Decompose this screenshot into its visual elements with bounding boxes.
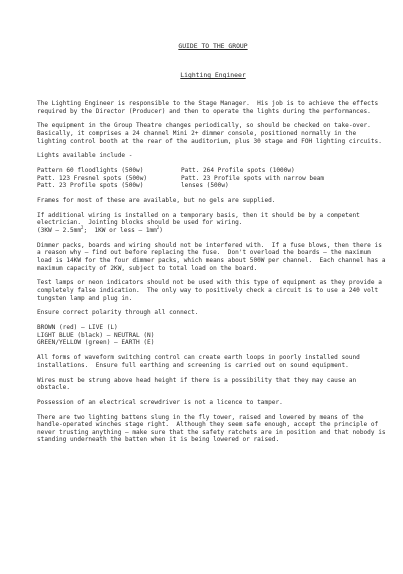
light-item: Patt. 23 Profile spots with narrow beam xyxy=(181,174,325,182)
paragraph-wires-head-height: Wires must be strung above head height if there is a possibility that they may cause an obstacle. xyxy=(37,376,360,392)
wiring-colour-item: BROWN (red) – LIVE (L) xyxy=(37,324,118,332)
light-item: Patt. 123 Fresnel spots (500w) xyxy=(37,174,148,182)
cable-spec-b: ; 1KW or less – 1mm xyxy=(83,227,157,235)
cable-spec-sup: 2 xyxy=(81,225,84,231)
paragraph-test-lamps: Test lamps or neon indicators should not be used with this type of equipment as they provide a completely false indication. The only way to positively check a circuit is to use a 240 volt tungsten lamp and plug in. xyxy=(37,279,386,302)
wiring-colour-item: GREEN/YELLOW (green) – EARTH (E) xyxy=(37,339,155,347)
document-body xyxy=(37,100,389,451)
lights-list xyxy=(37,167,389,190)
light-item: lenses (500w) xyxy=(181,182,229,190)
light-item: Patt. 264 Profile spots (1000w) xyxy=(181,167,295,175)
paragraph-responsibility: The Lighting Engineer is responsible to the Stage Manager. His job is to achieve the effects required by the Director (Producer) and then to operate the lights during the performances. xyxy=(37,100,382,115)
lights-list-left xyxy=(37,167,181,190)
document-subtitle: Lighting Engineer xyxy=(180,71,246,79)
paragraph-earth-loops: All forms of waveform switching control can create earth loops in poorly installed sound installations. Ensure full earthing and screening is carried out on sound equipment. xyxy=(37,354,364,369)
paragraph-screwdriver: Possession of an electrical screwdriver is not a licence to tamper. xyxy=(37,398,283,406)
lights-list-right xyxy=(181,167,389,190)
cable-spec xyxy=(37,227,163,234)
document-title: GUIDE TO THE GROUP xyxy=(178,42,248,50)
wiring-text: If additional wiring is installed on a temporary basis, then it should be by a competent electrician. Jointing blocks should be used for wiring. xyxy=(37,211,364,227)
cable-spec-sup2: 2 xyxy=(156,225,160,231)
paragraph-polarity: Ensure correct polarity through all connect. xyxy=(37,309,199,317)
light-item: Patt. 23 Profile spots (500w) xyxy=(37,182,144,190)
cable-spec-c: ) xyxy=(159,227,163,235)
paragraph-wiring xyxy=(37,212,389,235)
paragraph-frames: Frames for most of these are available, but no gels are supplied. xyxy=(37,197,276,205)
paragraph-equipment: The equipment in the Group Theatre changes periodically, so should be checked on take-over. Basically, it comprises a 24 channel Mini 2+ dimmer console, positioned normally in the lighting control booth at the rear of the auditorium, plus 30 stage and FOH lighting circuits. xyxy=(37,122,382,145)
wiring-colour-item: LIGHT BLUE (black) – NEUTRAL (N) xyxy=(37,331,155,339)
paragraph-dimmer-packs: Dimmer packs, boards and wiring should not be interfered with. If a fuse blows, then there is a reason why – find out before replacing the fuse. Don't overload the boards – the maximum load is 14KW for the four dimmer packs, which means about 500W per channel. Each channel has a maximum capacity of 2KW, subject to total load on the board. xyxy=(37,241,390,272)
paragraph-lights-intro: Lights available include - xyxy=(37,152,133,160)
cable-spec-a: (3KW – 2.5mm xyxy=(37,227,82,235)
paragraph-battens: There are two lighting battens slung in the fly tower, raised and lowered by means of the handle-operated winches stage right. Although they seem safe enough, accept the principle of never trusting anything – make sure that the safety ratchets are in position and that nobody is standing underneath the batten when it is being lowered or raised. xyxy=(37,413,390,444)
light-item: Pattern 60 floodlights (500w) xyxy=(37,167,144,175)
wiring-colour-list xyxy=(37,324,389,347)
